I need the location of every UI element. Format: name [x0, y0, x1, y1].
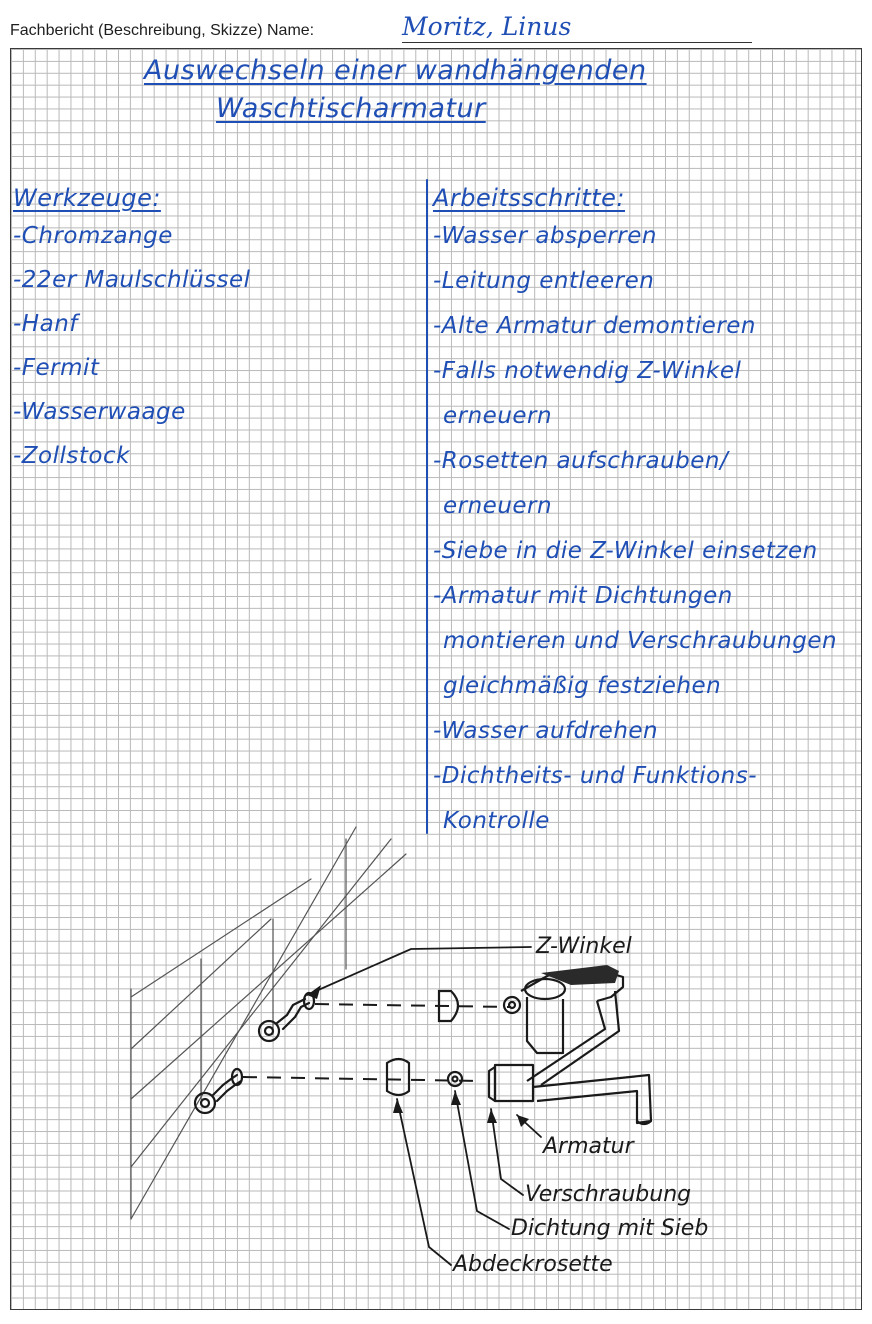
upper-z-winkel: [259, 993, 314, 1041]
step-line: erneuern: [443, 493, 553, 519]
label-z-winkel: Z-Winkel: [536, 934, 632, 959]
report-header: [10, 14, 750, 48]
tool-item: -Hanf: [13, 311, 78, 337]
header-label: Fachbericht (Beschreibung, Skizze) Name:: [10, 22, 315, 39]
faucet-body: [489, 971, 651, 1124]
step-line: -Dichtheits- und Funktions-: [433, 763, 758, 789]
title-line-2: Waschtischarmatur: [216, 93, 486, 124]
step-line: -Wasser absperren: [433, 223, 657, 249]
graph-paper-sheet: [10, 48, 862, 1310]
student-name: Moritz, Linus: [402, 12, 572, 41]
faucet-lever: [541, 965, 619, 985]
faucet-installation-sketch: [11, 819, 861, 1289]
step-line: Kontrolle: [443, 808, 550, 834]
sealing-washers: [448, 997, 520, 1086]
wall-perspective-lines: [131, 827, 406, 1219]
tool-item: -22er Maulschlüssel: [13, 267, 251, 293]
step-line: -Wasser aufdrehen: [433, 718, 659, 744]
label-armatur: Armatur: [543, 1134, 634, 1159]
tool-item: -Fermit: [13, 355, 100, 381]
step-line: erneuern: [443, 403, 553, 429]
tool-item: -Wasserwaage: [13, 399, 186, 425]
step-line: -Armatur mit Dichtungen: [433, 583, 733, 609]
assembly-axis-lines: [243, 1004, 511, 1081]
column-divider: [426, 179, 428, 834]
steps-heading: Arbeitsschritte:: [433, 184, 625, 212]
step-line: gleichmäßig festziehen: [443, 673, 722, 699]
step-line: -Alte Armatur demontieren: [433, 313, 756, 339]
label-verschraubung: Verschraubung: [525, 1182, 692, 1207]
tool-item: -Zollstock: [13, 443, 130, 469]
tool-item: -Chromzange: [13, 223, 173, 249]
label-abdeckrosette: Abdeckrosette: [453, 1252, 613, 1277]
step-line: -Leitung entleeren: [433, 268, 655, 294]
title-line-1: Auswechseln einer wandhängenden: [144, 55, 647, 86]
step-line: -Siebe in die Z-Winkel einsetzen: [433, 538, 818, 564]
lower-z-winkel: [195, 1069, 242, 1113]
step-line: -Falls notwendig Z-Winkel: [433, 358, 742, 384]
tools-heading: Werkzeuge:: [13, 184, 161, 212]
step-line: -Rosetten aufschrauben/: [433, 448, 729, 474]
name-underline: [402, 42, 752, 43]
label-dichtung-mit-sieb: Dichtung mit Sieb: [511, 1216, 709, 1241]
step-line: montieren und Verschraubungen: [443, 628, 838, 654]
label-leader-lines: [307, 947, 541, 1265]
